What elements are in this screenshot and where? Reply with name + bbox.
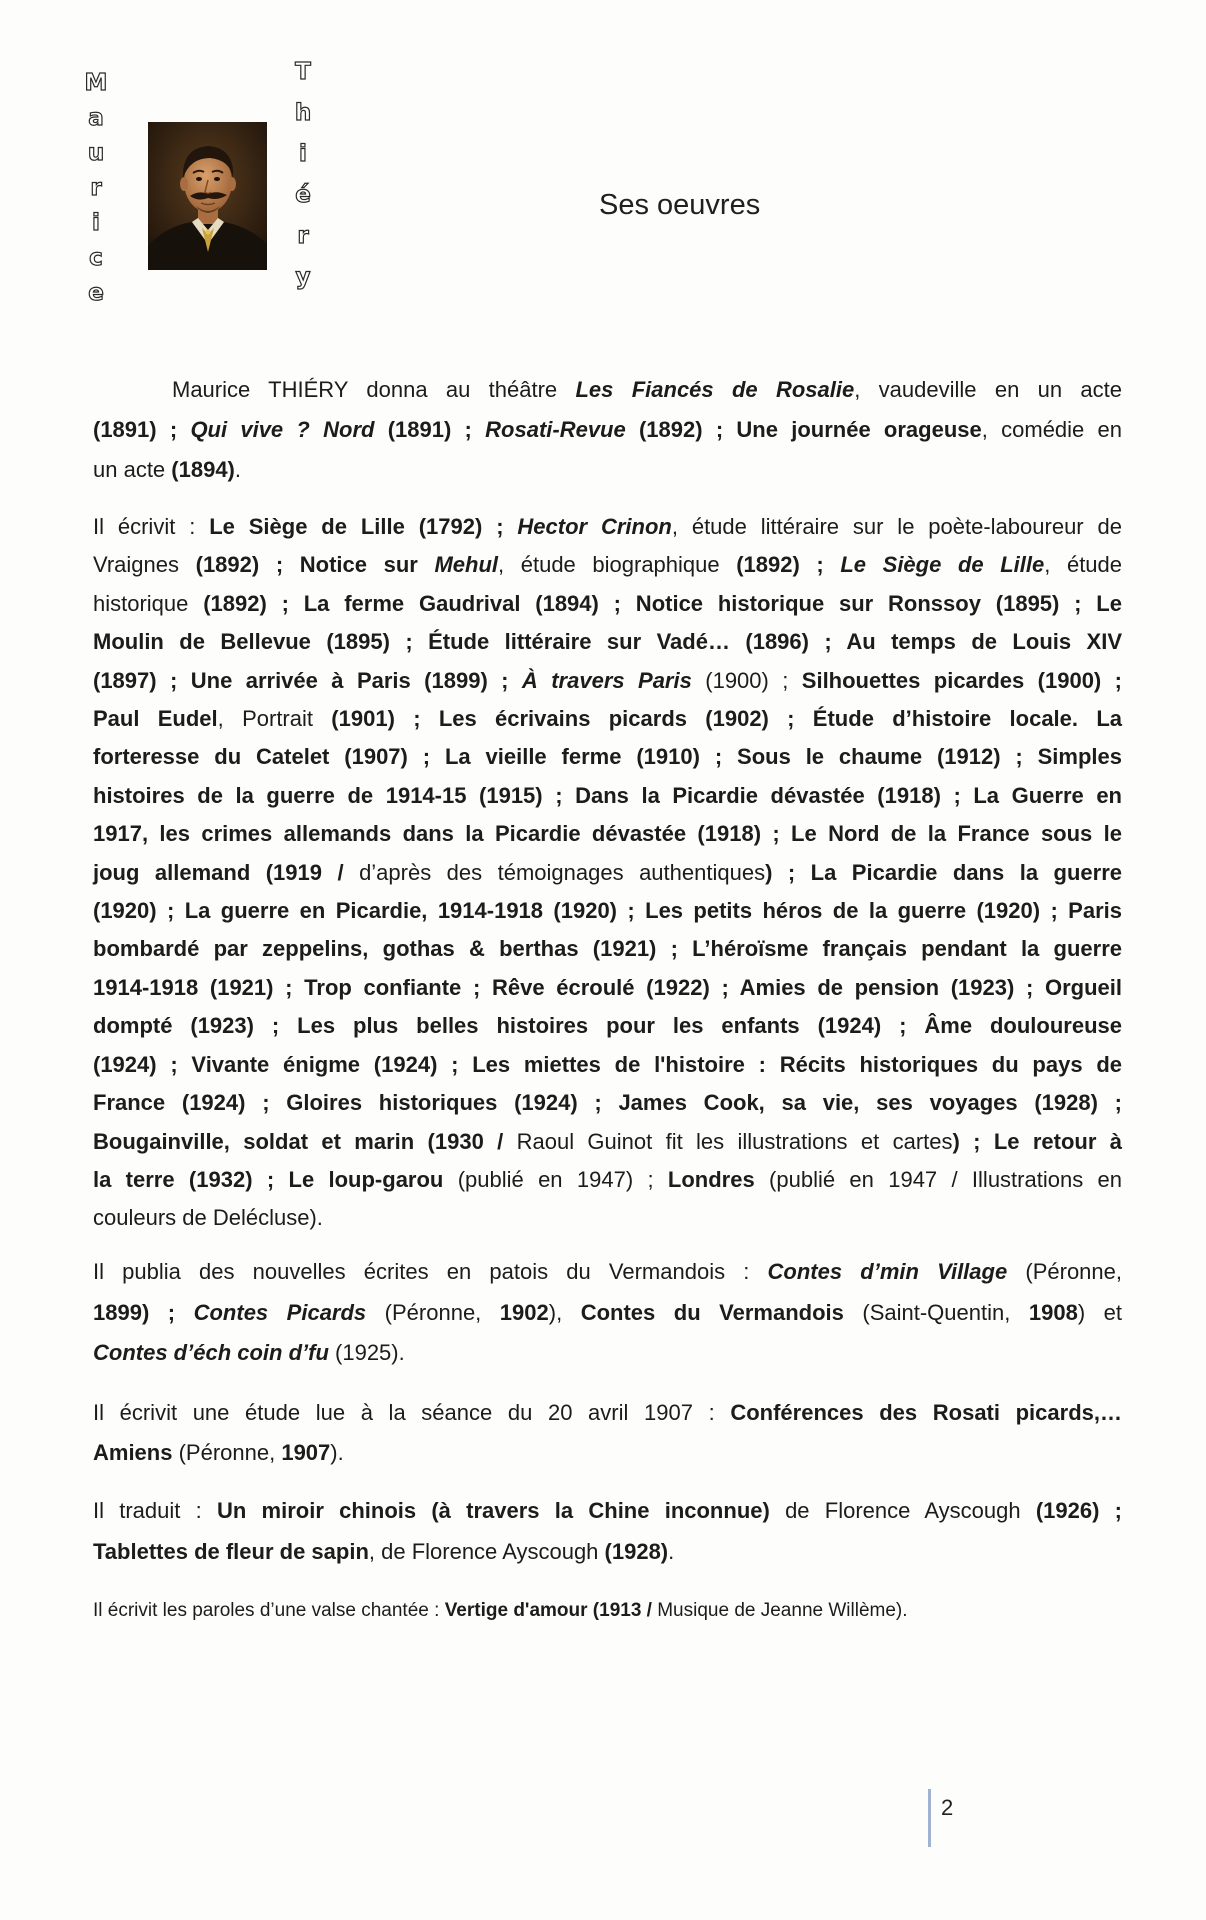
name-letter: c [89, 245, 103, 271]
page-title: Ses oeuvres [599, 189, 761, 221]
emphasized-title-run: (1892) ; [736, 552, 841, 578]
name-letter: M [84, 70, 108, 96]
emphasized-title-run: Bougainville, soldat et marin (1930 / [93, 1128, 517, 1154]
emphasized-title-run: Amiens [93, 1440, 173, 1465]
emphasized-title-run: Paul Eudel [93, 706, 218, 732]
name-letter: r [90, 175, 102, 201]
text-line [93, 546, 1122, 584]
emphasized-title-run: (1928) [604, 1539, 669, 1564]
emphasized-title-run: (1892) ; Notice sur [195, 552, 435, 578]
emphasized-title-run: joug allemand (1919 / [93, 859, 360, 885]
text-run: (1925). [328, 1340, 405, 1365]
text-run: Il écrivit : [93, 514, 210, 539]
text-run: , étude littéraire sur le poète-laboureur de [671, 514, 1122, 539]
text-run: Il traduit : [93, 1498, 217, 1523]
emphasized-title-run: (1894) [171, 457, 235, 482]
text-run: , étude [1044, 552, 1123, 578]
text-run: Il écrivit les paroles d’une valse chantée : [93, 1600, 445, 1621]
emphasized-title-run: (1891) ; [93, 417, 191, 442]
emphasized-title-run: France (1924) ; Gloires historiques (1924) ; James Cook, sa vie, ses voyages (1928) ; [93, 1090, 1122, 1116]
emphasized-title-run: Londres [667, 1166, 755, 1192]
emphasized-title-run: ) ; Le retour à [952, 1128, 1122, 1154]
text-line [93, 1490, 1122, 1531]
name-letter: T [295, 59, 311, 85]
text-run: (publié en 1947 / Illustrations en [754, 1166, 1122, 1192]
text-line [93, 1007, 1122, 1045]
name-letter: u [87, 140, 105, 166]
text-run: , comédie en [981, 417, 1123, 442]
emphasized-title-run: Le Siège de Lille (1792) ; [209, 514, 518, 539]
emphasized-title-run: 1902 [499, 1299, 549, 1325]
paragraph-theatre [93, 370, 1122, 490]
text-line [93, 1161, 1122, 1199]
paragraph-works [93, 508, 1122, 1238]
text-run: d’après des témoignages authentiques [359, 859, 766, 885]
text-run: (Péronne, [366, 1299, 500, 1325]
emphasized-title-run: Un miroir chinois (à travers la Chine inconnue) [216, 1498, 770, 1523]
emphasized-title-run: Contes d’éch coin d’fu [93, 1340, 329, 1365]
text-run: . [668, 1539, 675, 1564]
emphasized-title-run: 1907 [281, 1440, 331, 1465]
name-letter: e [88, 280, 104, 306]
emphasized-title-run: 1899) ; [93, 1299, 194, 1325]
emphasized-title-run: Tablettes de fleur de sapin [93, 1539, 369, 1564]
emphasized-title-run: Qui vive ? Nord [190, 417, 375, 442]
text-line [93, 1592, 1122, 1630]
text-line [93, 623, 1122, 661]
name-letter: é [295, 182, 311, 208]
emphasized-title-run: (1901) ; Les écrivains picards (1902) ; Étude d’histoire locale. La [331, 706, 1122, 732]
text-run: Il publia des nouvelles écrites en patois du Vermandois : [93, 1259, 768, 1284]
text-line [93, 777, 1122, 815]
emphasized-title-run: À travers Paris [521, 667, 692, 693]
text-run: ) et [1077, 1299, 1122, 1325]
emphasized-title-run: Moulin de Bellevue (1895) ; Étude littéraire sur Vadé… (1896) ; Au temps de Louis XIV [93, 629, 1122, 655]
emphasized-title-run: (1924) ; Vivante énigme (1924) ; Les miettes de l'histoire : Récits historiques du pays de [93, 1051, 1122, 1077]
text-run: de Florence Ayscough [769, 1498, 1036, 1523]
text-line [93, 1393, 1122, 1433]
text-line [93, 1293, 1122, 1334]
name-letter: r [297, 223, 309, 249]
emphasized-title-run: (1892) ; La ferme Gaudrival (1894) ; Notice historique sur Ronssoy (1895) ; Le [203, 590, 1122, 616]
text-run: , vaudeville en un acte [854, 377, 1122, 402]
name-letter: a [88, 105, 104, 131]
emphasized-title-run: Contes du Vermandois [580, 1299, 844, 1325]
text-line [93, 700, 1122, 738]
emphasized-title-run: la terre (1932) ; Le loup-garou [93, 1166, 444, 1192]
text-line [93, 1531, 1122, 1572]
emphasized-title-run: Le Siège de Lille [840, 552, 1045, 578]
page-number: 2 [941, 1795, 954, 1820]
emphasized-title-run: Contes d’min Village [767, 1259, 1008, 1284]
name-letter: y [295, 264, 311, 290]
text-run: , étude biographique [498, 552, 737, 578]
text-run: (1900) ; [691, 667, 802, 693]
text-line [93, 370, 1122, 410]
text-run: Vraignes [93, 552, 196, 578]
emphasized-title-run: Rosati-Revue [485, 417, 626, 442]
text-run: (Saint-Quentin, [843, 1299, 1029, 1325]
text-line [93, 1199, 1122, 1237]
text-line [93, 854, 1122, 892]
emphasized-title-run: 1908 [1028, 1299, 1078, 1325]
text-line [93, 508, 1122, 546]
text-line [93, 1252, 1122, 1293]
text-run: couleurs de Delécluse). [93, 1205, 323, 1231]
text-line [93, 1333, 1122, 1374]
paragraph-translations [93, 1490, 1122, 1572]
text-run: (publié en 1947) ; [443, 1166, 668, 1192]
text-line [93, 1123, 1122, 1161]
text-line [93, 410, 1122, 450]
emphasized-title-run: (1897) ; Une arrivée à Paris (1899) ; [93, 667, 522, 693]
emphasized-title-run: dompté (1923) ; Les plus belles histoires pour les enfants (1924) ; Âme douloureuse [93, 1013, 1122, 1039]
text-line [93, 969, 1122, 1007]
emphasized-title-run: Mehul [434, 552, 499, 578]
paragraph-waltz [93, 1592, 1122, 1630]
text-run: Musique de Jeanne Willème). [651, 1600, 908, 1621]
emphasized-title-run: 1914-1918 (1921) ; Trop confiante ; Rêve écroulé (1922) ; Amies de pension (1923) ; Orgueil [93, 974, 1122, 1000]
vertical-last-name [289, 52, 317, 298]
emphasized-title-run: (1920) ; La guerre en Picardie, 1914-1918 (1920) ; Les petits héros de la guerre (1920) ; Paris [93, 898, 1122, 924]
emphasized-title-run: histoires de la guerre de 1914-15 (1915) ; Dans la Picardie dévastée (1918) ; La Guerre en [93, 782, 1122, 808]
text-run: un acte [93, 457, 172, 482]
name-letter: i [92, 210, 100, 236]
emphasized-title-run: Contes Picards [193, 1299, 367, 1325]
text-line [93, 662, 1122, 700]
text-run: , Portrait [217, 706, 332, 732]
portrait-photo [148, 122, 267, 270]
emphasized-title-run: Hector Crinon [517, 514, 672, 539]
text-line [93, 738, 1122, 776]
name-letter: i [299, 141, 307, 167]
emphasized-title-run: Les Fiancés de Rosalie [575, 377, 855, 402]
emphasized-title-run: 1917, les crimes allemands dans la Picardie dévastée (1918) ; Le Nord de la France sous le [93, 821, 1122, 847]
text-line [93, 1046, 1122, 1084]
emphasized-title-run: (1891) ; [374, 417, 486, 442]
page-number-rule [928, 1789, 931, 1847]
emphasized-title-run: Conférences des Rosati picards,… [730, 1400, 1122, 1425]
text-run: ). [330, 1440, 344, 1465]
text-run: Il écrivit une étude lue à la séance du 20 avril 1907 : [93, 1400, 731, 1425]
name-letter: h [294, 100, 312, 126]
emphasized-title-run: forteresse du Catelet (1907) ; La vieille ferme (1910) ; Sous le chaume (1912) ; Simples [93, 744, 1122, 770]
text-line [93, 815, 1122, 853]
emphasized-title-run: ) ; La Picardie dans la guerre [765, 859, 1122, 885]
text-run: , de Florence Ayscough [368, 1539, 605, 1564]
emphasized-title-run: Vertige d'amour (1913 / [444, 1600, 652, 1621]
emphasized-title-run: Silhouettes picardes (1900) ; [801, 667, 1122, 693]
emphasized-title-run: (1926) ; [1035, 1498, 1122, 1523]
text-line [93, 585, 1122, 623]
vertical-first-name [82, 66, 110, 311]
text-run: Raoul Guinot fit les illustrations et cartes [516, 1128, 953, 1154]
paragraph-study [93, 1393, 1122, 1473]
text-run: ), [548, 1299, 581, 1325]
text-run: Maurice THIÉRY donna au théâtre [172, 377, 576, 402]
text-line [93, 450, 1122, 490]
text-run: (Péronne, [1007, 1259, 1123, 1284]
text-line [93, 892, 1122, 930]
paragraph-patois-tales [93, 1252, 1122, 1374]
emphasized-title-run: (1892) ; Une journée orageuse [625, 417, 982, 442]
text-line [93, 930, 1122, 968]
text-line [93, 1433, 1122, 1473]
text-run: (Péronne, [172, 1440, 282, 1465]
text-run: historique [93, 590, 204, 616]
text-line [93, 1084, 1122, 1122]
emphasized-title-run: bombardé par zeppelins, gothas & berthas (1921) ; L’héroïsme français pendant la guerre [93, 936, 1122, 962]
text-run: . [234, 457, 241, 482]
